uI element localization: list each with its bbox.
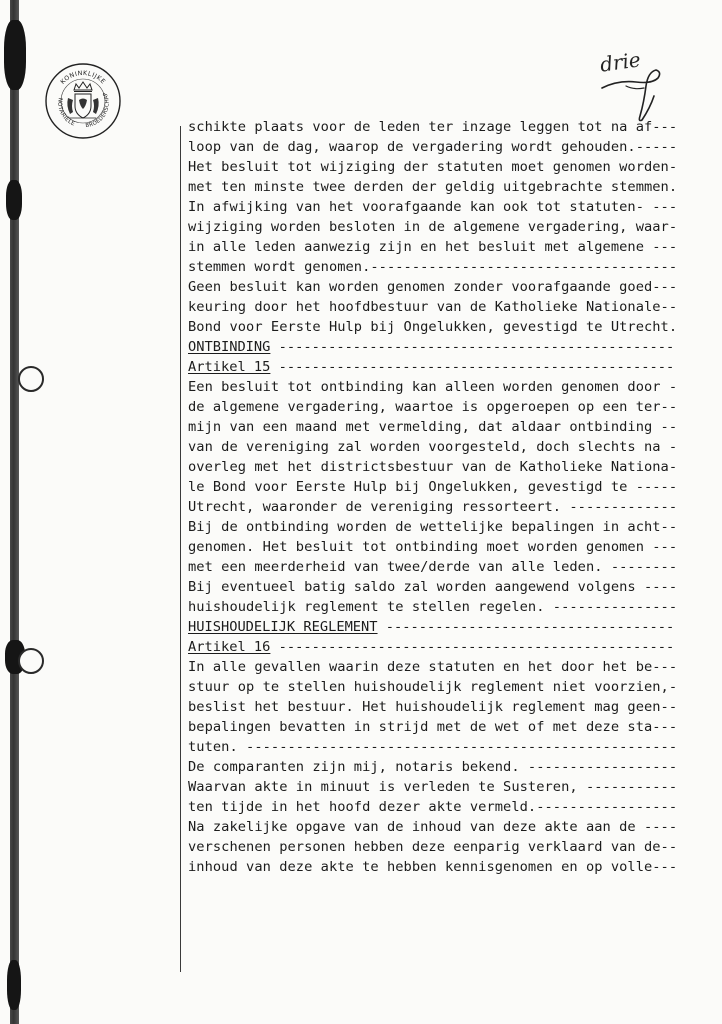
text-line: overleg met het districtsbestuur van de Katholieke Nationa- <box>188 459 678 475</box>
svg-text:NOTARIËLE <box>56 97 76 127</box>
text-line: in alle leden aanwezig zijn en het besluit met algemene --- <box>188 239 678 255</box>
binding-edge-blot <box>6 180 22 220</box>
text-line: Bij de ontbinding worden de wettelijke bepalingen in acht-- <box>188 519 678 535</box>
text-line: wijziging worden besloten in de algemene vergadering, waar- <box>188 219 678 235</box>
article-heading-label: Artikel 15 <box>188 359 271 375</box>
text-line: Bij eventueel batig saldo zal worden aangewend volgens ---- <box>188 579 678 595</box>
article-15-paragraph <box>188 377 714 617</box>
article-heading-15 <box>188 357 714 377</box>
text-line: ten tijde in het hoofd dezer akte vermeld.----------------- <box>188 799 678 815</box>
seal-text-left: NOTARIËLE <box>56 97 76 128</box>
binding-edge-blot <box>7 960 21 1010</box>
text-line: van de vereniging zal worden voorgesteld, doch slechts na - <box>188 439 678 455</box>
binding-edge <box>10 0 19 1024</box>
text-line: bepalingen bevatten in strijd met de wet of met deze sta--- <box>188 719 678 735</box>
text-line: Na zakelijke opgave van de inhoud van deze akte aan de ---- <box>188 819 678 835</box>
section-heading-dashes: ----------------------------------- <box>377 619 675 635</box>
svg-text:BROEDERSCHAP <box>85 90 111 129</box>
article-heading-dashes: ------------------------------------------------ <box>270 639 675 655</box>
text-line: huishoudelijk reglement te stellen regelen. --------------- <box>188 599 678 615</box>
text-line: In afwijking van het voorafgaande kan ook tot statuten- --- <box>188 199 678 215</box>
section-heading-label: HUISHOUDELIJK REGLEMENT <box>188 619 378 635</box>
text-line: stuur op te stellen huishoudelijk reglement niet voorzien,- <box>188 679 678 695</box>
text-line: Bond voor Eerste Hulp bij Ongelukken, gevestigd te Utrecht. <box>188 319 678 335</box>
section-heading-huishoudelijk-reglement <box>188 617 714 637</box>
margin-rule <box>180 126 181 972</box>
text-line: mijn van een maand met vermelding, dat aldaar ontbinding -- <box>188 419 678 435</box>
text-line: Het besluit tot wijziging der statuten moet genomen worden- <box>188 159 678 175</box>
text-line: de algemene vergadering, waartoe is opgeroepen op een ter-- <box>188 399 678 415</box>
text-line: met een meerderheid van twee/derde van alle leden. -------- <box>188 559 678 575</box>
svg-text:KONINKLIJKE <box>59 70 106 86</box>
section-heading-ontbinding <box>188 337 714 357</box>
text-line: verschenen personen hebben deze eenparig verklaard van de-- <box>188 839 678 855</box>
text-line: Utrecht, waaronder de vereniging ressorteert. ------------- <box>188 499 678 515</box>
text-line: beslist het bestuur. Het huishoudelijk reglement mag geen-- <box>188 699 678 715</box>
text-line: Een besluit tot ontbinding kan alleen worden genomen door - <box>188 379 678 395</box>
handwritten-signature <box>596 36 676 126</box>
text-line: stemmen wordt genomen.------------------------------------- <box>188 259 678 275</box>
text-line: Waarvan akte in minuut is verleden te Susteren, ----------- <box>188 779 678 795</box>
text-line: Geen besluit kan worden genomen zonder voorafgaande goed--- <box>188 279 678 295</box>
punch-hole-bottom <box>18 648 44 674</box>
text-line: In alle gevallen waarin deze statuten en het door het be--- <box>188 659 678 675</box>
binding-edge-blot <box>4 20 26 90</box>
article-heading-16 <box>188 637 714 657</box>
text-line: keuring door het hoofdbestuur van de Katholieke Nationale-- <box>188 299 678 315</box>
text-line: genomen. Het besluit tot ontbinding moet worden genomen --- <box>188 539 678 555</box>
notary-seal-emblem-icon <box>44 62 122 140</box>
text-line: loop van de dag, waarop de vergadering wordt gehouden.----- <box>188 139 678 155</box>
text-line: le Bond voor Eerste Hulp bij Ongelukken, gevestigd te ----- <box>188 479 678 495</box>
article-16-paragraph <box>188 657 714 877</box>
text-line: schikte plaats voor de leden ter inzage leggen tot na af--- <box>188 119 678 135</box>
signature-word: drie <box>598 47 643 77</box>
text-line: inhoud van deze akte te hebben kennisgenomen en op volle--- <box>188 859 678 875</box>
text-line: tuten. ---------------------------------------------------- <box>188 739 678 755</box>
document-body <box>188 117 714 877</box>
punch-hole-top <box>18 366 44 392</box>
section-heading-label: ONTBINDING <box>188 339 271 355</box>
section-heading-dashes: ------------------------------------------------ <box>270 339 675 355</box>
article-heading-dashes: ------------------------------------------------ <box>270 359 675 375</box>
notary-seal <box>44 62 122 140</box>
text-line: De comparanten zijn mij, notaris bekend. ------------------ <box>188 759 678 775</box>
text-line: met ten minste twee derden der geldig uitgebrachte stemmen. <box>188 179 678 195</box>
seal-text-right: BROEDERSCHAP <box>85 90 111 130</box>
seal-text-top: KONINKLIJKE <box>59 69 107 86</box>
article-heading-label: Artikel 16 <box>188 639 271 655</box>
body-paragraph <box>188 117 714 337</box>
